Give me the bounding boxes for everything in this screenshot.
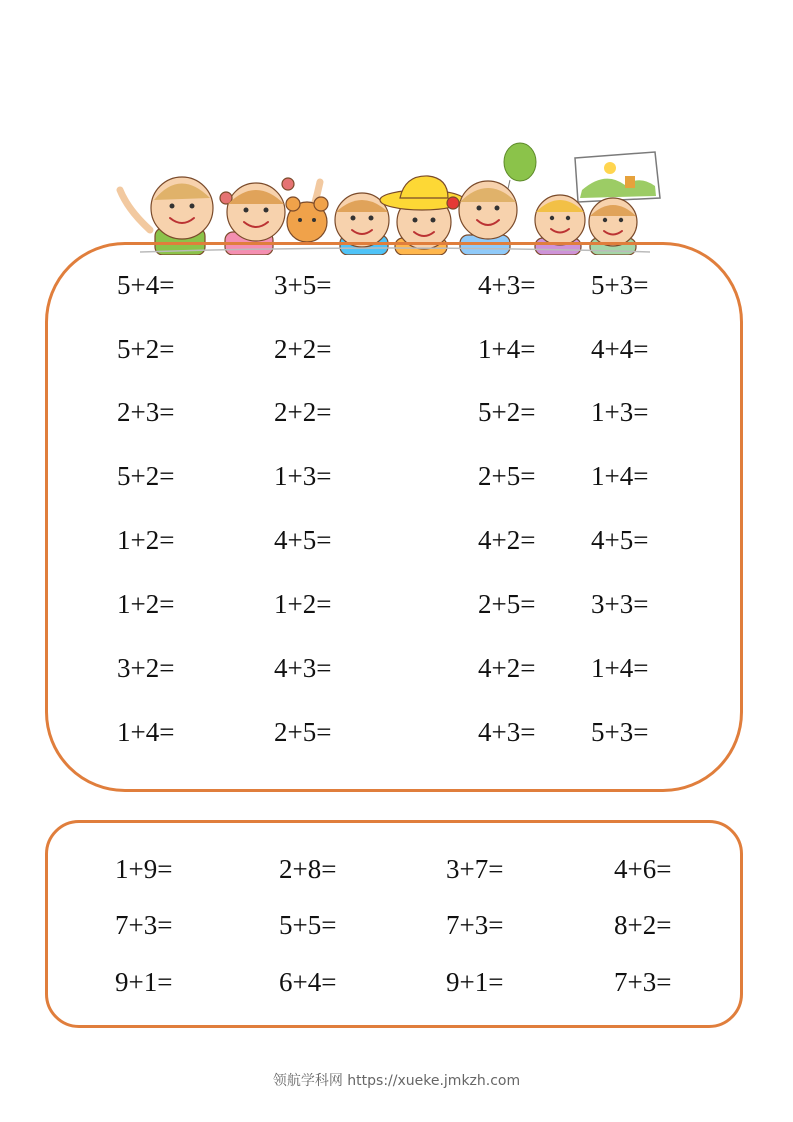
problem: 1+4= xyxy=(591,653,649,683)
problem: 4+6= xyxy=(614,854,672,884)
problem: 4+4= xyxy=(591,334,649,364)
problem: 2+5= xyxy=(274,717,332,747)
children-peeking-illustration xyxy=(110,140,670,255)
problem: 9+1= xyxy=(115,967,173,997)
problem: 4+3= xyxy=(478,270,536,300)
problem: 5+3= xyxy=(591,270,649,300)
problem: 7+3= xyxy=(115,910,173,940)
problem: 5+2= xyxy=(117,461,175,491)
problem: 4+2= xyxy=(478,525,536,555)
problem: 1+3= xyxy=(274,461,332,491)
problem: 6+4= xyxy=(279,967,337,997)
problem: 9+1= xyxy=(446,967,504,997)
problem: 3+7= xyxy=(446,854,504,884)
problem: 2+3= xyxy=(117,397,175,427)
problem: 2+2= xyxy=(274,334,332,364)
problem: 4+3= xyxy=(478,717,536,747)
problem: 3+2= xyxy=(117,653,175,683)
problem: 5+5= xyxy=(279,910,337,940)
problem: 4+5= xyxy=(274,525,332,555)
problem: 1+3= xyxy=(591,397,649,427)
problem: 1+4= xyxy=(117,717,175,747)
problem: 1+2= xyxy=(117,589,175,619)
problem: 4+2= xyxy=(478,653,536,683)
problem: 2+5= xyxy=(478,461,536,491)
problem: 1+9= xyxy=(115,854,173,884)
problem: 1+4= xyxy=(478,334,536,364)
problem: 4+3= xyxy=(274,653,332,683)
problem: 2+8= xyxy=(279,854,337,884)
problem: 3+3= xyxy=(591,589,649,619)
problem: 4+5= xyxy=(591,525,649,555)
problem: 8+2= xyxy=(614,910,672,940)
problem: 1+2= xyxy=(274,589,332,619)
problem: 5+2= xyxy=(117,334,175,364)
problem: 5+4= xyxy=(117,270,175,300)
problem: 1+2= xyxy=(117,525,175,555)
problem: 7+3= xyxy=(614,967,672,997)
problem: 5+2= xyxy=(478,397,536,427)
worksheet-section-1-frame xyxy=(45,242,743,792)
problem: 2+2= xyxy=(274,397,332,427)
problem: 7+3= xyxy=(446,910,504,940)
problem: 2+5= xyxy=(478,589,536,619)
problem: 5+3= xyxy=(591,717,649,747)
problem: 1+4= xyxy=(591,461,649,491)
footer-watermark: 领航学科网 https://xueke.jmkzh.com xyxy=(272,1073,521,1089)
problem: 3+5= xyxy=(274,270,332,300)
